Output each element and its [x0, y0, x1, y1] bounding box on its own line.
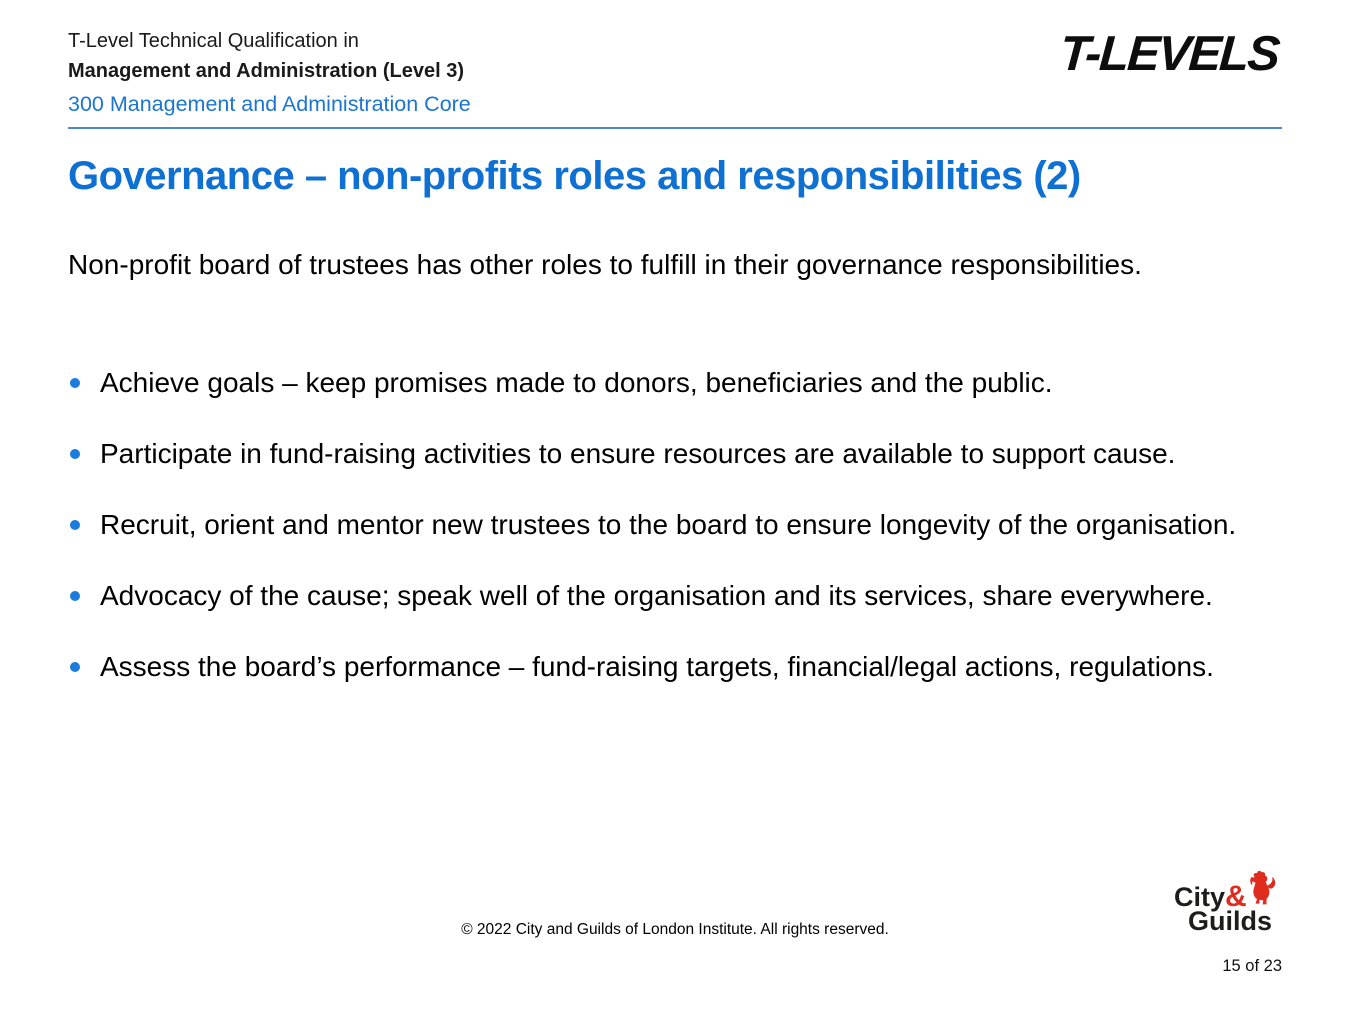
bullet-item — [68, 358, 1284, 408]
header-qualification-line: T-Level Technical Qualification in — [68, 30, 359, 52]
bullet-dot-icon — [70, 378, 80, 388]
logo-word-guilds: Guilds — [1188, 906, 1273, 937]
t-levels-logo-icon: T-LEVELS — [1057, 27, 1280, 81]
bullet-dot-icon — [70, 662, 80, 672]
bullet-text: Achieve goals – keep promises made to donors, beneficiaries and the public. — [100, 367, 1053, 398]
header-block — [68, 26, 471, 120]
bullet-list — [68, 358, 1284, 713]
header-divider — [68, 127, 1282, 129]
page-title: Governance – non-profits roles and responsibilities (2) — [68, 154, 1081, 198]
header-course-line: Management and Administration (Level 3) — [68, 60, 464, 82]
copyright-text: © 2022 City and Guilds of London Institute. All rights reserved. — [461, 921, 889, 938]
city-guilds-logo — [1174, 880, 1284, 937]
bullet-text: Advocacy of the cause; speak well of the organisation and its services, share everywhere. — [100, 580, 1213, 611]
bullet-dot-icon — [70, 520, 80, 530]
bullet-item — [68, 429, 1284, 479]
bullet-item — [68, 571, 1284, 621]
logo-word-city: City — [1174, 882, 1226, 912]
lion-icon — [1244, 870, 1278, 906]
city-guilds-logo-row1 — [1174, 880, 1284, 913]
bullet-dot-icon — [70, 449, 80, 459]
bullet-text: Assess the board’s performance – fund-raising targets, financial/legal actions, regulations. — [100, 651, 1214, 682]
intro-paragraph: Non-profit board of trustees has other roles to fulfill in their governance responsibilities. — [68, 249, 1142, 280]
header-unit-line: 300 Management and Administration Core — [68, 92, 471, 116]
bullet-item — [68, 500, 1284, 550]
bullet-item — [68, 642, 1284, 692]
bullet-text: Recruit, orient and mentor new trustees to the board to ensure longevity of the organisation. — [100, 509, 1237, 540]
page-number: 15 of 23 — [1222, 957, 1282, 975]
bullet-dot-icon — [70, 591, 80, 601]
logo-ampersand: & — [1225, 880, 1247, 913]
bullet-text: Participate in fund-raising activities to ensure resources are available to support cause. — [100, 438, 1176, 469]
